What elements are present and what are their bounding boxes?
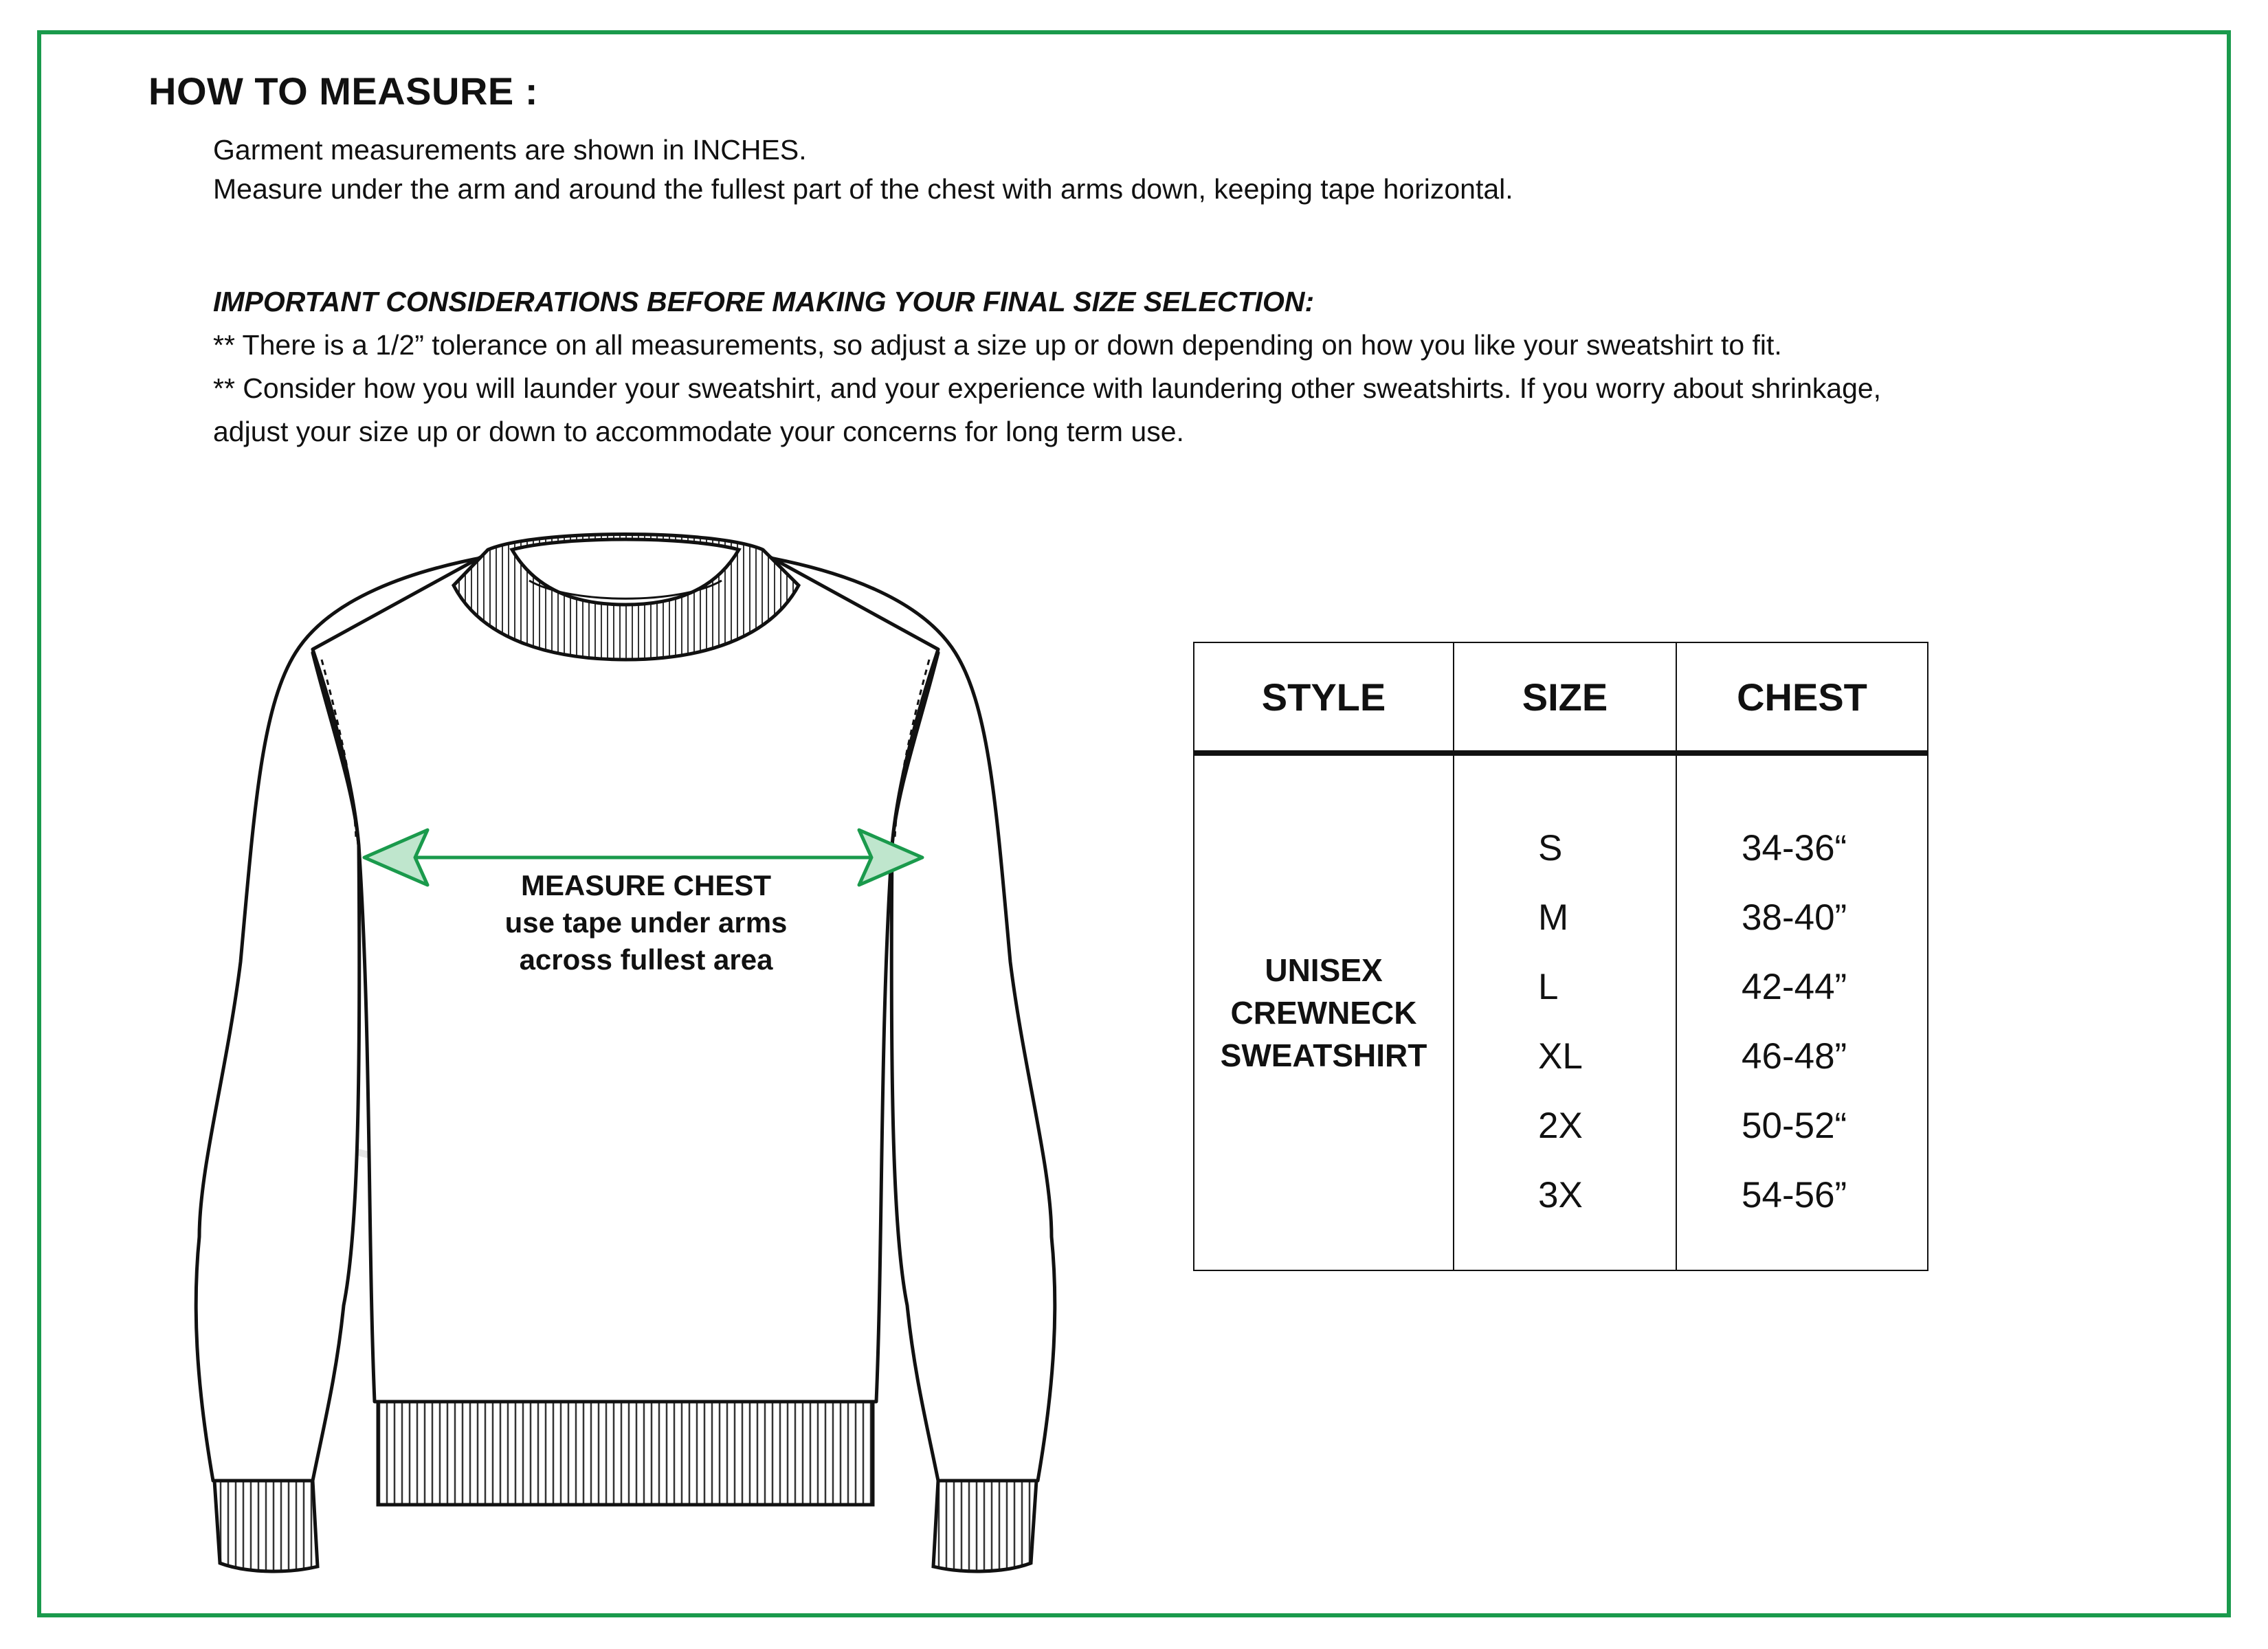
right-cuff-rib	[933, 1481, 1036, 1571]
chest-value: 50-52“	[1742, 1106, 1847, 1146]
column-header-chest: CHEST	[1676, 642, 1928, 753]
considerations-title: IMPORTANT CONSIDERATIONS BEFORE MAKING YOUR FINAL SIZE SELECTION:	[213, 286, 1315, 317]
table-header-row	[1194, 642, 1928, 753]
considerations-note: adjust your size up or down to accommodate your concerns for long term use.	[213, 416, 1184, 447]
table-row	[1194, 753, 1928, 1270]
size-value: L	[1538, 967, 1559, 1007]
measure-label-line: MEASURE CHEST	[520, 869, 772, 901]
sizes-cell	[1454, 753, 1676, 1270]
chest-cell	[1676, 753, 1928, 1270]
measure-label-line: use tape under arms	[504, 906, 788, 939]
size-value: M	[1538, 897, 1569, 938]
page-title: HOW TO MEASURE :	[148, 69, 538, 113]
column-header-size: SIZE	[1454, 642, 1676, 753]
chest-value: 46-48”	[1742, 1036, 1847, 1077]
considerations-note: ** There is a 1/2” tolerance on all measurements, so adjust a size up or down depending on how you like your sweatshirt to fit.	[213, 329, 1782, 361]
considerations	[213, 280, 2137, 453]
measure-chest-label	[440, 867, 852, 978]
waistband-rib	[378, 1402, 873, 1505]
intro-line: Measure under the arm and around the fullest part of the chest with arms down, keeping tape horizontal.	[213, 173, 1513, 205]
chest-value: 42-44”	[1742, 967, 1847, 1007]
left-cuff-rib	[214, 1481, 318, 1571]
intro-line: Garment measurements are shown in INCHES.	[213, 134, 807, 166]
style-line: CREWNECK	[1230, 995, 1417, 1031]
size-value: 3X	[1538, 1175, 1583, 1215]
crewneck-sweatshirt-illustration	[179, 508, 1141, 1580]
column-header-style: STYLE	[1194, 642, 1454, 753]
size-value: 2X	[1538, 1106, 1583, 1146]
style-line: SWEATSHIRT	[1220, 1037, 1427, 1073]
sweatshirt-outline	[196, 538, 1055, 1481]
size-chart-table	[1193, 642, 1928, 1271]
size-value: XL	[1538, 1036, 1583, 1077]
chest-value: 34-36“	[1742, 828, 1847, 868]
measure-label-line: across fullest area	[519, 943, 773, 976]
chest-value: 54-56”	[1742, 1175, 1847, 1215]
intro-text	[213, 131, 1513, 209]
style-cell	[1194, 753, 1454, 1270]
size-list	[1454, 756, 1676, 1230]
style-line: UNISEX	[1265, 952, 1383, 988]
size-value: S	[1538, 828, 1563, 868]
chest-list	[1677, 756, 1927, 1230]
chest-value: 38-40”	[1742, 897, 1847, 938]
considerations-note: ** Consider how you will launder your sweatshirt, and your experience with laundering other sweatshirts. If you worry about shrinkage,	[213, 372, 1882, 404]
